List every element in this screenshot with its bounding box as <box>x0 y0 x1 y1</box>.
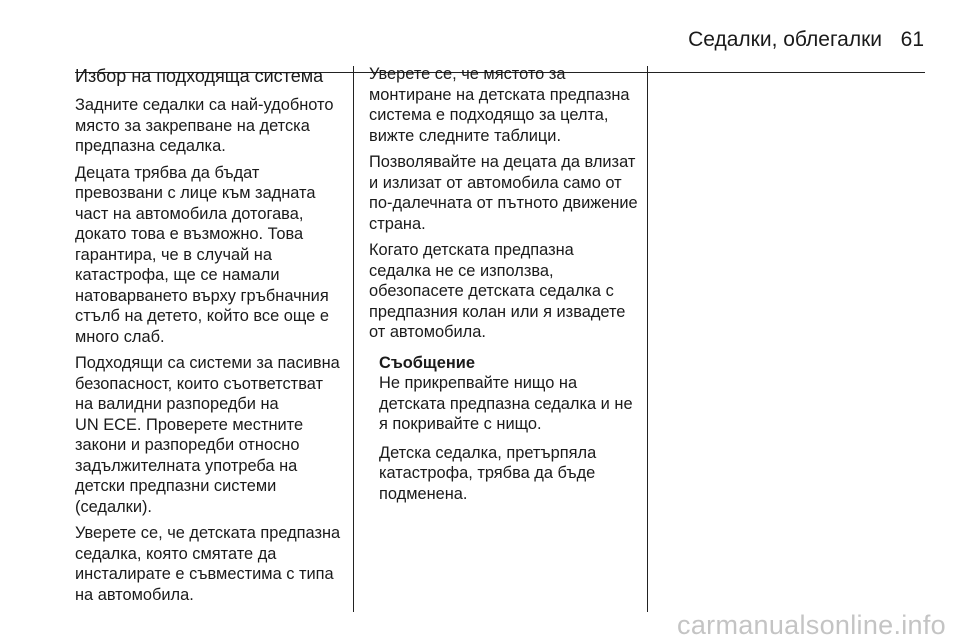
paragraph: Децата трябва да бъдат превозвани с лице към задната част на автомобила дотогава, докато това е възможно. Това гарантира, че в случай на катастрофа, ще се намали натоварването върху гръбначния стълб на детето, който все още е много слаб. <box>75 163 329 346</box>
header-title: Седалки, облегалки <box>688 28 882 51</box>
paragraph: Уверете се, че мястото за монтиране на детската предпазна система е подходящо за целта, вижте следните таблици. <box>369 65 630 145</box>
paragraph: Подходящи са системи за пасивна безопасност, които съответстват на валидни разпоредби на UN ECE. Проверете местните закони и разпоредби относно задължителната употреба на детски предпазни системи (седалки). <box>75 354 340 516</box>
paragraph: Уверете се, че детската предпазна седалка, която смятате да инсталирате е съвместима с типа на автомобила. <box>75 524 341 604</box>
watermark: carmanualsonline.info <box>677 610 946 640</box>
page-number: 61 <box>900 28 924 51</box>
column-divider-left <box>353 66 354 612</box>
section-heading: Избор на подходяща система <box>75 66 324 86</box>
paragraph: Позволявайте на децата да влизат и излизат от автомобила само от по-далечната от пътното движение страна. <box>369 153 638 233</box>
column-middle <box>369 64 641 512</box>
paragraph: Когато детската предпазна седалка не се използва, обезопасете детската седалка с предпазния колан или я извадете от автомобила. <box>369 241 626 341</box>
note-box <box>379 353 641 505</box>
column-divider-right <box>647 66 648 612</box>
note-title: Съобщение <box>379 353 475 372</box>
note-paragraph: Детска седалка, претърпяла катастрофа, трябва да бъде подменена. <box>379 443 597 503</box>
paragraph: Задните седалки са най-удобното място за закрепване на детска предпазна седалка. <box>75 96 334 155</box>
column-left <box>75 64 347 611</box>
page-header <box>0 22 960 62</box>
note-paragraph: Не прикрепвайте нищо на детската предпазна седалка и не я покривайте с нищо. <box>379 374 633 433</box>
